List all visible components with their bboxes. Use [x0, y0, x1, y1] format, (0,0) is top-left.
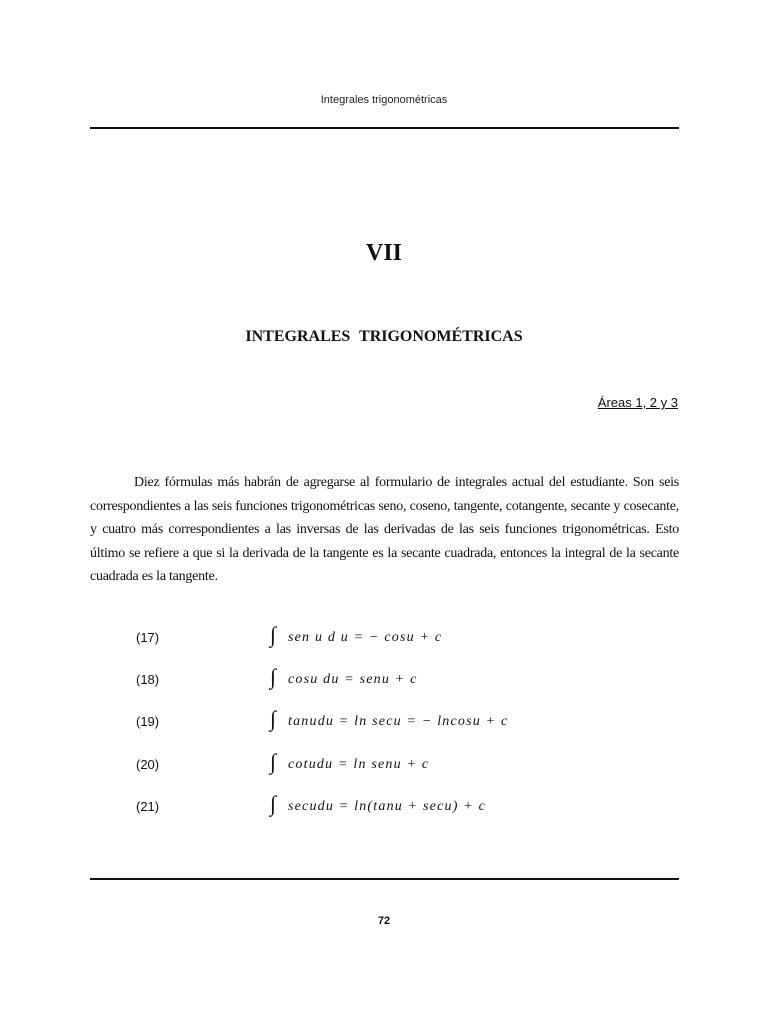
integral-symbol: ∫: [270, 664, 277, 689]
integral-symbol: ∫: [270, 791, 277, 816]
formula-expression: tanudu = ln secu = − lncosu + c: [288, 714, 509, 729]
formula-number: (20): [136, 757, 160, 772]
header-rule: [90, 127, 679, 129]
formula-expression: secudu = ln(tanu + secu) + c: [288, 799, 487, 814]
formula-17: [0, 622, 768, 658]
formula-expression: cotudu = ln senu + c: [288, 757, 430, 772]
formula-expression: cosu du = senu + c: [288, 672, 418, 687]
formula-20: [0, 749, 768, 785]
intro-paragraph: Diez fórmulas más habrán de agregarse al formulario de integrales actual del estudiante. Son seis correspondientes a las seis funciones trigonométricas seno, coseno, tangente, cotangente, secante y cosecante, y cuatro más correspondientes a las inversas de las derivadas de las seis funciones trigonométricas. Esto último se refiere a que si la derivada de la tangente es la secante cuadrada, entonces la integral de la secante cuadrada es la tangente.: [90, 475, 679, 584]
integral-symbol: ∫: [270, 749, 277, 774]
chapter-number: VII: [365, 240, 402, 266]
page-number: 72: [377, 915, 391, 927]
formula-number: (19): [136, 714, 160, 729]
formula-number: (21): [136, 799, 160, 814]
formula-21: [0, 791, 768, 827]
chapter-title: INTEGRALES TRIGONOMÉTRICAS: [245, 328, 523, 345]
footer-rule: [90, 878, 679, 880]
integral-symbol: ∫: [270, 622, 277, 647]
formula-19: [0, 706, 768, 742]
areas-label: Áreas 1, 2 y 3: [597, 395, 678, 410]
integral-symbol: ∫: [270, 706, 277, 731]
formula-expression: sen u d u = − cosu + c: [288, 630, 443, 645]
formula-number: (18): [136, 672, 160, 687]
running-header: Integrales trigonométricas: [320, 94, 448, 106]
formula-18: [0, 664, 768, 700]
formula-number: (17): [136, 630, 160, 645]
